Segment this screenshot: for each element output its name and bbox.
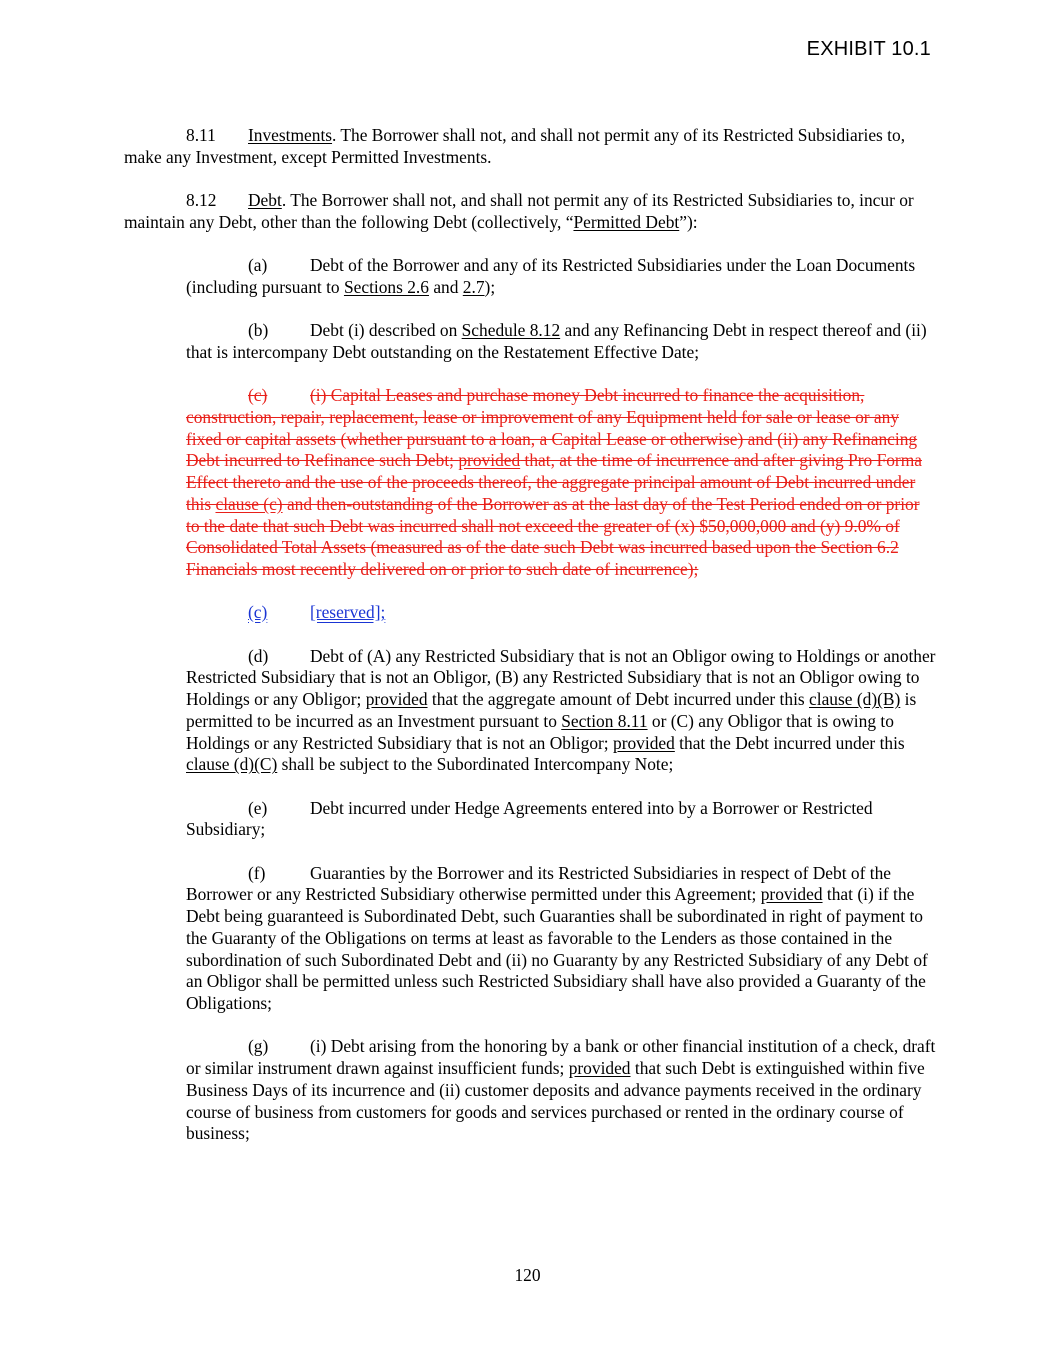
clause-label: (c) [248, 385, 268, 406]
clause-label: (e) [248, 797, 268, 818]
clause-label: (b) [248, 320, 269, 341]
inserted-text: [reserved]; [310, 602, 386, 623]
clause-text: is permitted to be incurred as an Investment pursuant to [186, 689, 917, 731]
clause-text: or (C) any Obligor that is owing to Holdings or any Restricted Subsidiary that is not an Obligor; [186, 710, 894, 753]
clause-a [186, 255, 936, 298]
deleted-reference: provided [458, 450, 521, 471]
section-number: 8.11 [186, 125, 216, 145]
cross-reference: provided [365, 689, 428, 710]
clause-text: Debt of (A) any Restricted Subsidiary that is not an Obligor owing to Holdings or another Restricted Subsidiary that is not an Obligor, (B) any Restricted Subsidiary that is not an Obligor owing to Holdings or any Obligor; [186, 645, 936, 710]
cross-reference: 2.7 [462, 276, 485, 297]
deleted-reference: clause (c) [215, 493, 283, 514]
clause-text: and any Refinancing Debt in respect thereof and (ii) that is intercompany Debt outstanding on the Restatement Effective Date; [186, 320, 927, 362]
clause-label: (f) [248, 862, 266, 883]
cross-reference: clause (d)(B) [809, 689, 901, 710]
document-body [124, 125, 936, 1167]
clause-text: (i) Debt arising from the honoring by a bank or other financial institution of a check, draft or similar instrument drawn against insufficient funds; [186, 1036, 936, 1079]
page-number: 120 [514, 1265, 541, 1285]
clause-label-wrap [248, 602, 310, 624]
cross-reference: Schedule 8.12 [461, 320, 561, 341]
cross-reference: provided [760, 884, 823, 905]
cross-reference: provided [613, 732, 675, 753]
clause-e [186, 798, 936, 841]
clause-label: (a) [248, 255, 268, 276]
clause-text: Debt of the Borrower and any of its Restricted Subsidiaries under the Loan Documents (including pursuant to [186, 255, 916, 297]
deleted-text: and then-outstanding of the Borrower as at the last day of the Test Period ended on or prior to the date that such Debt was incurred shall not exceed the greater of (x) $50,000,000 and (y) 9.0% of Consolidated Total Assets (measured as of the date such Debt was incurred based upon the Section 6.2 Financials most recently delivered on or prior to such date of incurrence); [186, 493, 920, 579]
clause-f [186, 863, 936, 1015]
clause-c-deleted [186, 385, 936, 580]
clause-label: (d) [248, 645, 269, 666]
deleted-text: that, at the time of incurrence and after giving Pro Forma Effect thereto and the use of the proceeds thereof, the aggregate principal amount of Debt incurred under this [186, 450, 922, 514]
section-title: Debt [248, 190, 282, 211]
clause-text: and [428, 276, 463, 297]
section-text: . The Borrower shall not, and shall not permit any of its Restricted Subsidiaries to, incur or maintain any Debt, other than the following Debt (collectively, “ [124, 190, 914, 232]
cross-reference: clause (d)(C) [186, 754, 278, 775]
clause-text: ); [484, 276, 496, 297]
clause-b [186, 320, 936, 363]
deleted-text: (i) Capital Leases and purchase money Debt incurred to finance the acquisition, construction, repair, replacement, lease or improvement of any Equipment held for sale or lease or any fixed or capital assets (whether pursuant to a loan, a Capital Lease or otherwise) and (ii) any Refinancing Debt incurred to Refinance such Debt; [186, 385, 918, 471]
clause-label: (g) [248, 1036, 269, 1057]
section-text: . The Borrower shall not, and shall not permit any of its Restricted Subsidiaries to, make any Investment, except Permitted Investments. [124, 125, 906, 167]
clause-text: shall be subject to the Subordinated Intercompany Note; [277, 754, 674, 775]
defined-term: Permitted Debt [573, 211, 680, 232]
clause-d [186, 646, 936, 776]
cross-reference: provided [568, 1058, 631, 1079]
clause-text: that such Debt is extinguished within five Business Days of its incurrence and (ii) customer deposits and advance payments received in the ordinary course of business from customers for goods and services purchased or rented in the ordinary course of business; [186, 1058, 925, 1144]
section-number: 8.12 [186, 190, 217, 211]
section-8-11 [124, 125, 936, 168]
section-text: ”): [679, 211, 698, 232]
clause-text: that the Debt incurred under this [674, 732, 905, 753]
clause-text: Guaranties by the Borrower and its Restricted Subsidiaries in respect of Debt of the Borrower or any Restricted Subsidiary otherwise permitted under this Agreement; [186, 862, 891, 905]
clause-text: Debt (i) described on [310, 320, 462, 341]
exhibit-label: EXHIBIT 10.1 [806, 38, 931, 60]
cross-reference: Section 8.11 [561, 710, 648, 731]
clause-g [186, 1036, 936, 1145]
section-title: Investments [248, 125, 333, 145]
clause-text: that the aggregate amount of Debt incurred under this [427, 689, 810, 710]
clause-c-inserted [186, 602, 936, 624]
clause-text: Debt incurred under Hedge Agreements entered into by a Borrower or Restricted Subsidiary; [186, 797, 873, 840]
section-8-12 [124, 190, 936, 233]
inserted-label: (c) [248, 602, 268, 623]
clause-text: that (i) if the Debt being guaranteed is Subordinated Debt, such Guaranties shall be subordinated in right of payment to the Guaranty of the Obligations on terms at least as favorable to the Lenders as those contained in the subordination of such Subordinated Debt and (ii) no Guaranty by any Restricted Subsidiary of any Debt of an Obligor shall be permitted unless such Restricted Subsidiary shall have also provided a Guaranty of the Obligations; [186, 884, 928, 1013]
cross-reference: Sections 2.6 [343, 276, 429, 297]
